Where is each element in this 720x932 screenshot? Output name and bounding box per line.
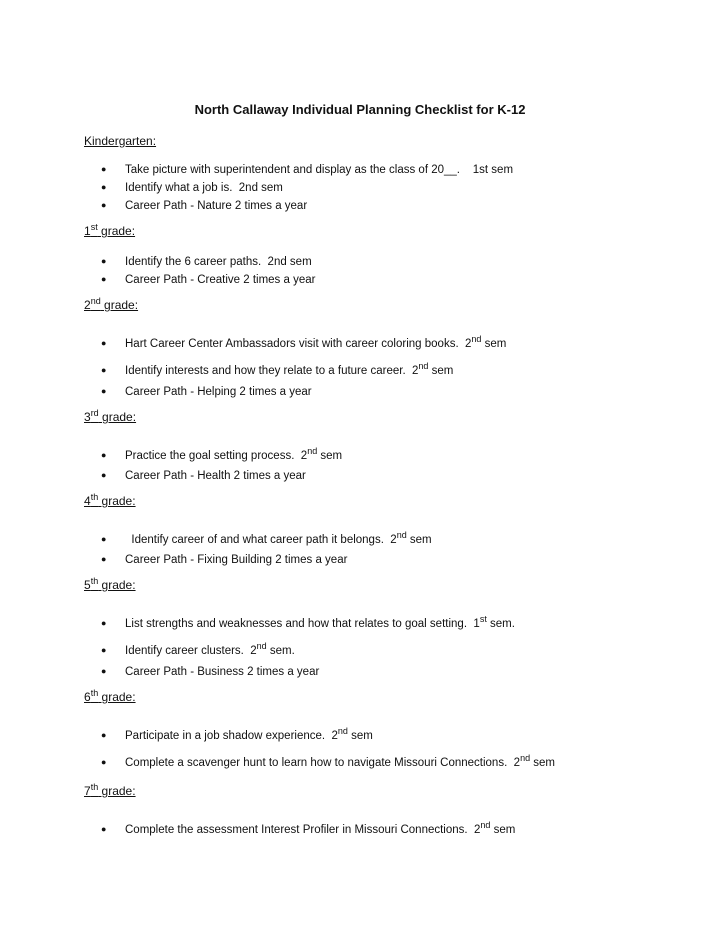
list-item: ● Identify interests and how they relate to a future career. 2nd sem (101, 361, 454, 377)
list-item: ● Participate in a job shadow experience. 2nd sem (101, 726, 373, 742)
bullet-icon: ● (101, 730, 107, 740)
bullet-icon: ● (101, 534, 107, 544)
list-item: ● Complete the assessment Interest Profiler in Missouri Connections. 2nd sem (101, 820, 516, 836)
section-heading-grade-2: 2nd grade: (84, 296, 139, 312)
section-heading-grade-3: 3rd grade: (84, 408, 137, 424)
list-item: ● Career Path - Health 2 times a year (101, 470, 306, 482)
list-item: ● Career Path - Creative 2 times a year (101, 274, 316, 286)
bullet-icon: ● (101, 757, 107, 767)
bullet-icon: ● (101, 386, 107, 396)
section-heading-kindergarten: Kindergarten: (84, 134, 157, 148)
bullet-icon: ● (101, 450, 107, 460)
bullet-icon: ● (101, 365, 107, 375)
section-heading-grade-6: 6th grade: (84, 688, 136, 704)
list-item: ● Take picture with superintendent and display as the class of 20__. 1st sem (101, 164, 514, 176)
page-title: North Callaway Individual Planning Checklist for K-12 (194, 102, 526, 117)
list-item: ● Identify what a job is. 2nd sem (101, 182, 283, 194)
list-item: ● Career Path - Business 2 times a year (101, 666, 320, 678)
section-heading-grade-7: 7th grade: (84, 782, 136, 798)
bullet-icon: ● (101, 824, 107, 834)
list-item: ● Hart Career Center Ambassadors visit with career coloring books. 2nd sem (101, 334, 507, 350)
bullet-icon: ● (101, 338, 107, 348)
list-item: ● Career Path - Nature 2 times a year (101, 200, 308, 212)
bullet-icon: ● (101, 666, 107, 676)
list-item: ● Career Path - Helping 2 times a year (101, 386, 312, 398)
list-item: ● Complete a scavenger hunt to learn how to navigate Missouri Connections. 2nd sem (101, 753, 555, 769)
bullet-icon: ● (101, 618, 107, 628)
list-item: ● Career Path - Fixing Building 2 times a year (101, 554, 348, 566)
list-item: ● Identify career of and what career path it belongs. 2nd sem (101, 530, 432, 546)
list-item: ● Identify the 6 career paths. 2nd sem (101, 256, 312, 268)
bullet-icon: ● (101, 200, 107, 210)
bullet-icon: ● (101, 645, 107, 655)
list-item: ● List strengths and weaknesses and how that relates to goal setting. 1st sem. (101, 614, 515, 630)
section-heading-grade-1: 1st grade: (84, 222, 136, 238)
bullet-icon: ● (101, 554, 107, 564)
bullet-icon: ● (101, 274, 107, 284)
section-heading-grade-5: 5th grade: (84, 576, 136, 592)
bullet-icon: ● (101, 182, 107, 192)
list-item: ● Identify career clusters. 2nd sem. (101, 641, 295, 657)
bullet-icon: ● (101, 164, 107, 174)
section-heading-grade-4: 4th grade: (84, 492, 136, 508)
list-item: ● Practice the goal setting process. 2nd sem (101, 446, 343, 462)
bullet-icon: ● (101, 256, 107, 266)
bullet-icon: ● (101, 470, 107, 480)
